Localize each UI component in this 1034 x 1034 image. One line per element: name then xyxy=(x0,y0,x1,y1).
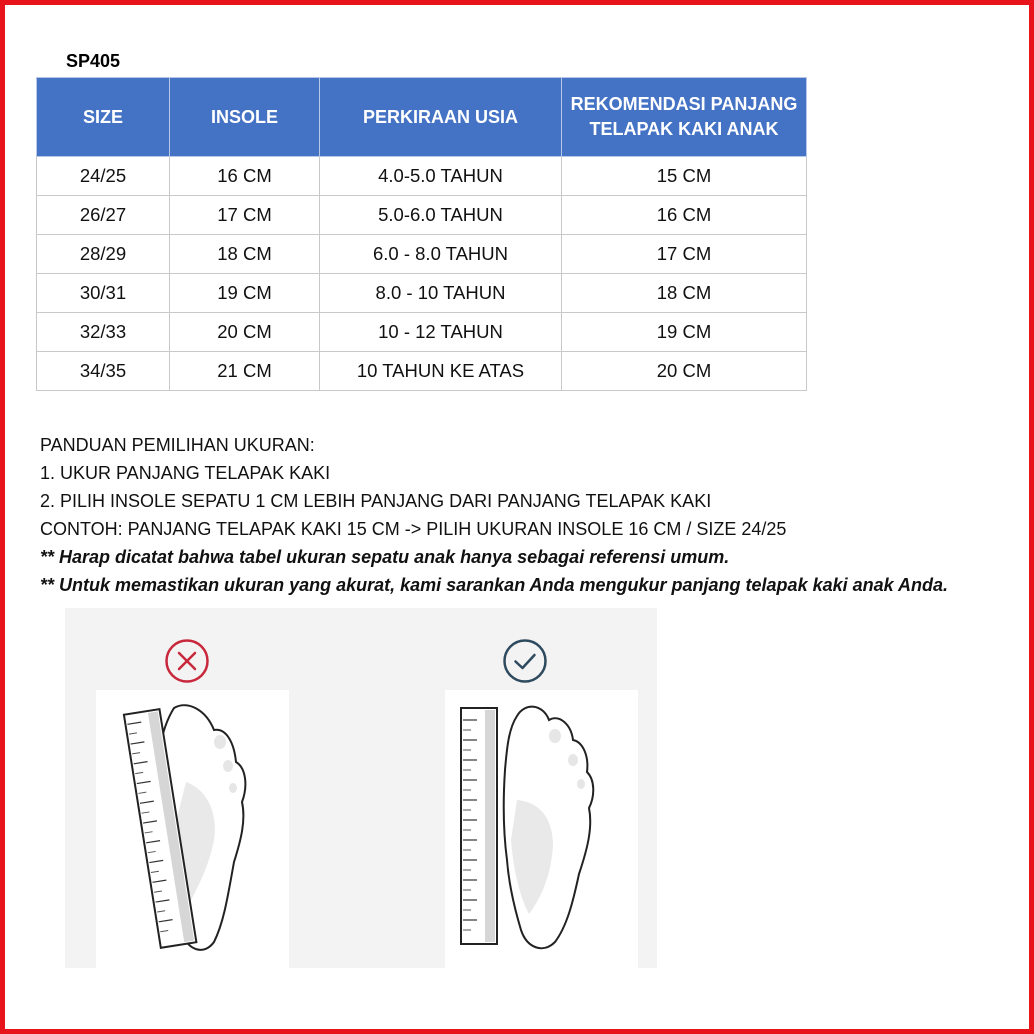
guide-title: PANDUAN PEMILIHAN UKURAN: xyxy=(40,435,315,455)
cell-foot-length: 18 CM xyxy=(562,274,807,313)
cell-age: 10 - 12 TAHUN xyxy=(320,313,562,352)
table-row xyxy=(37,352,807,391)
cell-foot-length: 17 CM xyxy=(562,235,807,274)
table-row xyxy=(37,274,807,313)
table-row xyxy=(37,313,807,352)
cell-insole: 16 CM xyxy=(170,157,320,196)
table-row xyxy=(37,235,807,274)
check-circle-icon xyxy=(502,638,548,684)
cell-size: 32/33 xyxy=(37,313,170,352)
table-row xyxy=(37,196,807,235)
size-guide xyxy=(40,431,948,599)
header-size: SIZE xyxy=(37,78,170,157)
cell-size: 24/25 xyxy=(37,157,170,196)
cell-insole: 17 CM xyxy=(170,196,320,235)
cross-circle-icon xyxy=(164,638,210,684)
cell-size: 28/29 xyxy=(37,235,170,274)
header-estimated-age: PERKIRAAN USIA xyxy=(320,78,562,157)
cell-foot-length: 20 CM xyxy=(562,352,807,391)
cell-foot-length: 16 CM xyxy=(562,196,807,235)
foot-ruler-straight-icon xyxy=(445,690,638,968)
cell-insole: 21 CM xyxy=(170,352,320,391)
foot-ruler-tilted-icon xyxy=(96,690,289,968)
header-insole: INSOLE xyxy=(170,78,320,157)
table-header-row xyxy=(37,78,807,157)
cell-age: 6.0 - 8.0 TAHUN xyxy=(320,235,562,274)
cell-insole: 18 CM xyxy=(170,235,320,274)
cell-size: 34/35 xyxy=(37,352,170,391)
cell-age: 8.0 - 10 TAHUN xyxy=(320,274,562,313)
cell-size: 26/27 xyxy=(37,196,170,235)
cell-age: 5.0-6.0 TAHUN xyxy=(320,196,562,235)
cell-age: 10 TAHUN KE ATAS xyxy=(320,352,562,391)
cell-age: 4.0-5.0 TAHUN xyxy=(320,157,562,196)
correct-measurement-panel xyxy=(445,690,638,968)
table-row xyxy=(37,157,807,196)
cell-foot-length: 15 CM xyxy=(562,157,807,196)
guide-example: CONTOH: PANJANG TELAPAK KAKI 15 CM -> PILIH UKURAN INSOLE 16 CM / SIZE 24/25 xyxy=(40,519,787,539)
size-chart-table xyxy=(36,77,807,391)
cell-insole: 20 CM xyxy=(170,313,320,352)
cell-foot-length: 19 CM xyxy=(562,313,807,352)
guide-note-reference: ** Harap dicatat bahwa tabel ukuran sepatu anak hanya sebagai referensi umum. xyxy=(40,547,730,567)
wrong-measurement-panel xyxy=(96,690,289,968)
cell-insole: 19 CM xyxy=(170,274,320,313)
header-recommended-foot-length: REKOMENDASI PANJANG TELAPAK KAKI ANAK xyxy=(562,78,807,157)
cell-size: 30/31 xyxy=(37,274,170,313)
guide-step-2: 2. PILIH INSOLE SEPATU 1 CM LEBIH PANJANG DARI PANJANG TELAPAK KAKI xyxy=(40,491,712,511)
measurement-illustration xyxy=(65,608,657,968)
guide-step-1: 1. UKUR PANJANG TELAPAK KAKI xyxy=(40,463,331,483)
guide-note-measure: ** Untuk memastikan ukuran yang akurat, kami sarankan Anda mengukur panjang telapak kaki anak Anda. xyxy=(40,575,948,595)
product-code: SP405 xyxy=(66,51,121,71)
